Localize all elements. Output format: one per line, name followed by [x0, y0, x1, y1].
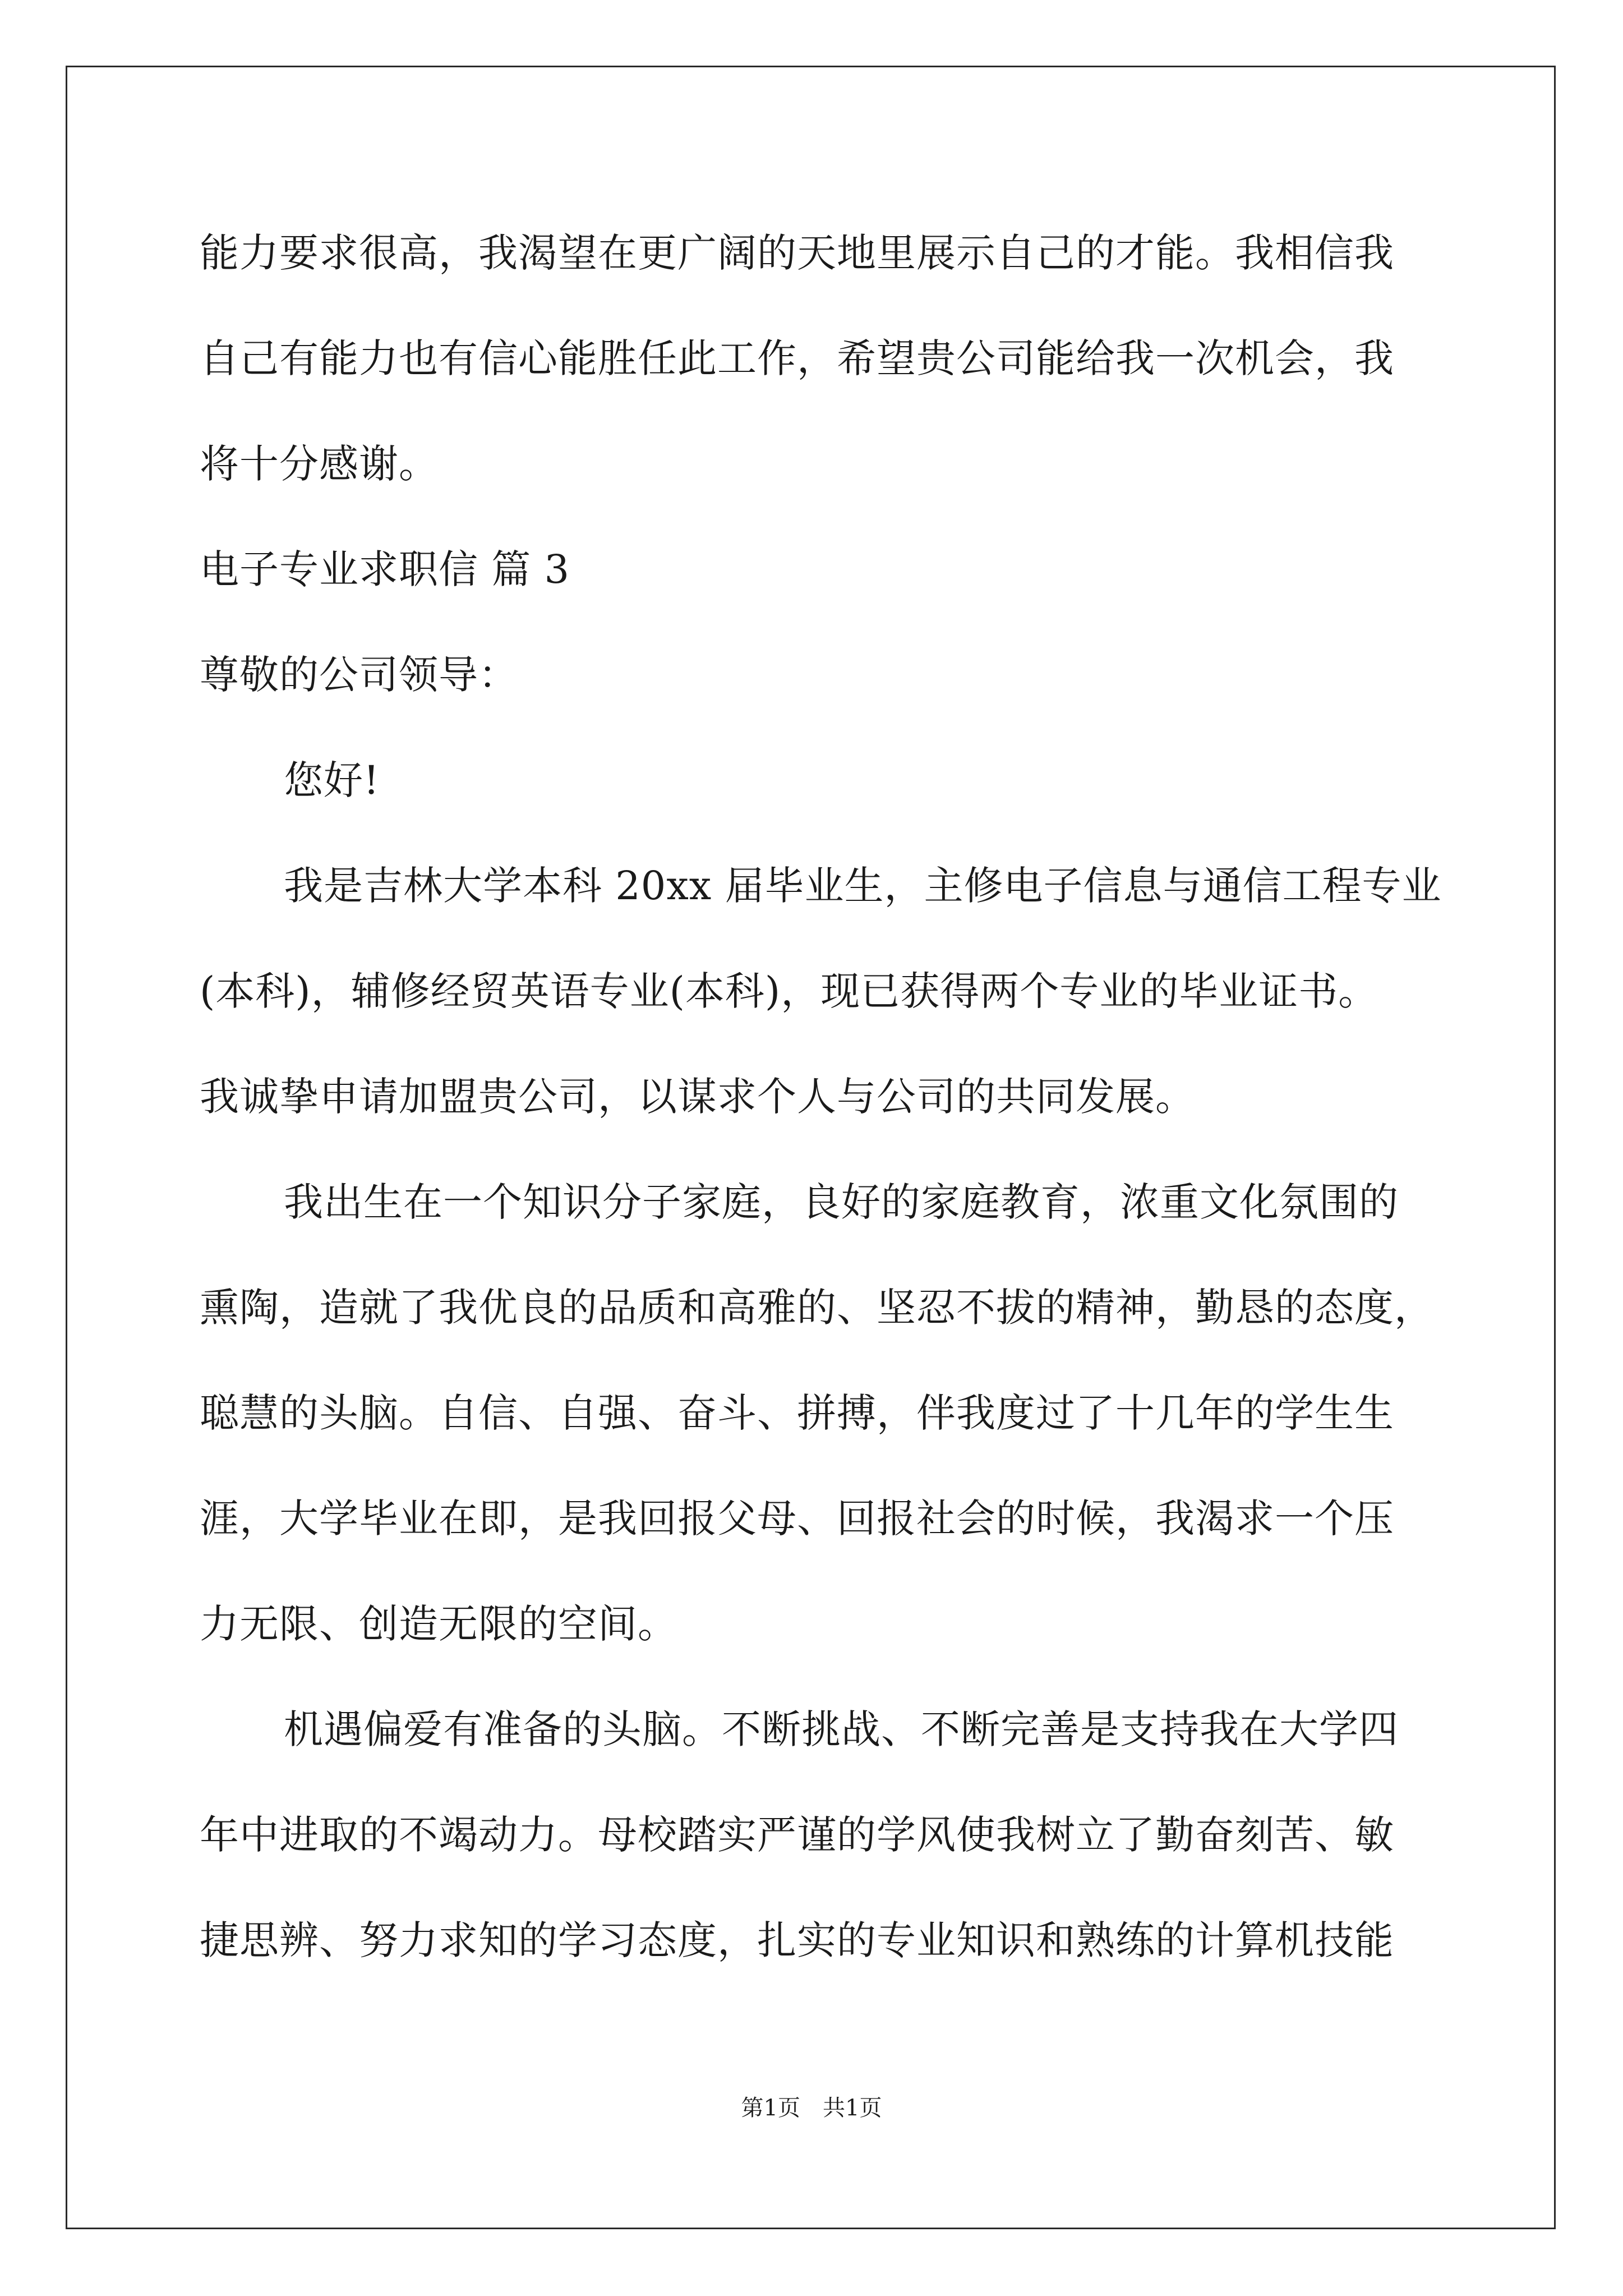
text-line: 我出生在一个知识分子家庭，良好的家庭教育，浓重文化氛围的 — [284, 1179, 1399, 1225]
document-body — [200, 211, 1442, 2004]
text-line: 我诚挚申请加盟贵公司，以谋求个人与公司的共同发展。 — [200, 1074, 1195, 1120]
text-line: 将十分感谢。 — [200, 441, 439, 487]
text-line: 熏陶，造就了我优良的品质和高雅的、坚忍不拔的精神，勤恳的态度， — [200, 1285, 1434, 1331]
page-footer — [0, 2091, 1623, 2125]
greeting: 您好! — [284, 757, 380, 803]
text-line: 自己有能力也有信心能胜任此工作，希望贵公司能给我一次机会，我 — [200, 335, 1394, 381]
text-line: 涯，大学毕业在即，是我回报父母、回报社会的时候，我渴求一个压 — [200, 1496, 1394, 1542]
text-line: 聪慧的头脑。自信、自强、奋斗、拼搏，伴我度过了十几年的学生生 — [200, 1390, 1394, 1436]
text-line: 年中进取的不竭动力。母校踏实严谨的学风使我树立了勤奋刻苦、敏 — [200, 1812, 1394, 1858]
text-line: 我是吉林大学本科 20xx 届毕业生，主修电子信息与通信工程专业 — [284, 863, 1442, 909]
page-total: 共1页 — [823, 2095, 882, 2121]
text-line: 捷思辨、努力求知的学习态度，扎实的专业知识和熟练的计算机技能 — [200, 1917, 1394, 1963]
page-number: 第1页 — [741, 2095, 800, 2121]
section-heading: 电子专业求职信 篇 3 — [200, 546, 570, 592]
text-line: 机遇偏爱有准备的头脑。不断挑战、不断完善是支持我在大学四 — [284, 1706, 1399, 1752]
text-line: 力无限、创造无限的空间。 — [200, 1601, 677, 1647]
text-line: (本科)，辅修经贸英语专业(本科)，现已获得两个专业的毕业证书。 — [200, 968, 1378, 1014]
salutation: 尊敬的公司领导： — [200, 652, 518, 698]
text-line: 能力要求很高，我渴望在更广阔的天地里展示自己的才能。我相信我 — [200, 230, 1394, 276]
